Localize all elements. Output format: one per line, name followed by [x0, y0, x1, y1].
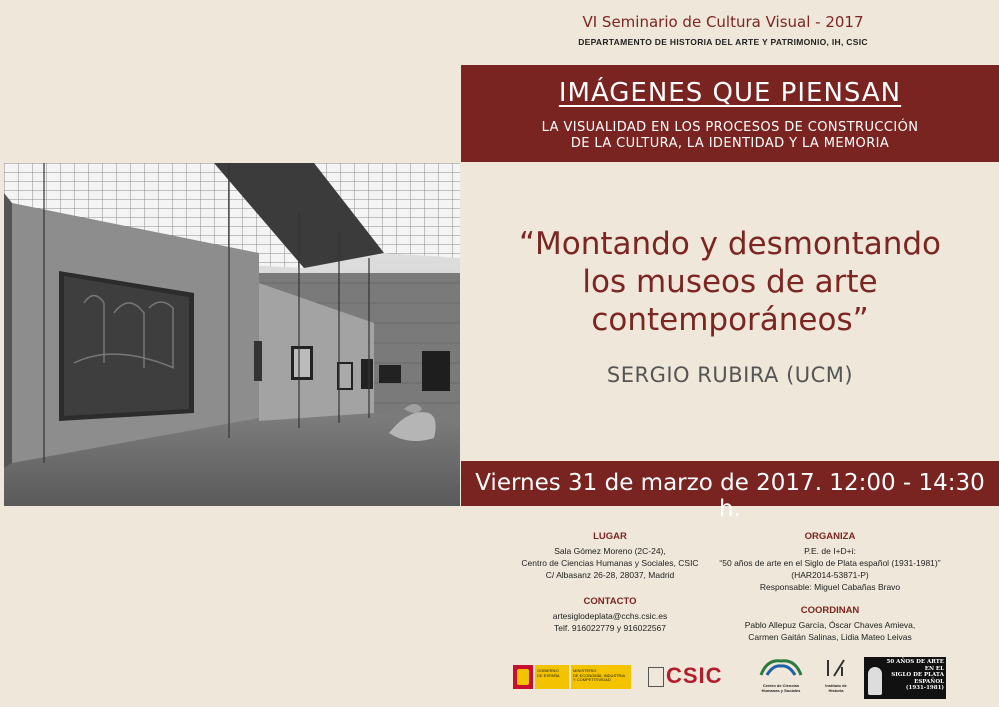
talk-title-line-1: “Montando y desmontando [518, 226, 942, 262]
ih-text-2: Historia [828, 687, 844, 693]
gobierno-bar [535, 665, 569, 689]
organizer-line: P.E. de I+D+i: [804, 546, 856, 556]
gobierno-logo [513, 657, 631, 699]
organizer-heading: ORGANIZA [804, 531, 856, 542]
ih-logo [818, 657, 854, 699]
ministerio-text-3: Y COMPETITIVIDAD [573, 677, 611, 682]
ih-text [818, 684, 854, 693]
fifty-text-3: SIGLO DE PLATA [891, 672, 944, 678]
talk-title [470, 225, 990, 339]
gobierno-text [535, 665, 569, 682]
cchs-logo [757, 657, 805, 699]
fifty-text-4: ESPAÑOL [914, 678, 944, 685]
figure-icon [868, 667, 882, 695]
fifty-text-1: 50 AÑOS DE ARTE [886, 659, 944, 665]
ministerio-bar [571, 665, 631, 689]
location-heading: LUGAR [593, 531, 627, 542]
gobierno-text-1: GOBIERNO [537, 668, 559, 673]
ministerio-text-2: DE ECONOMÍA, INDUSTRIA [573, 672, 626, 678]
location-line: Sala Gómez Moreno (2C-24), [554, 546, 666, 556]
cchs-text-2: Humanas y Sociales [761, 687, 801, 693]
gobierno-text-2: DE ESPAÑA [537, 672, 560, 678]
fifty-years-logo [864, 657, 946, 699]
location-line: Centro de Ciencias Humanas y Sociales, CSIC [521, 558, 699, 568]
coordinators-line: Pablo Allepuz García, Óscar Chaves Amieva, [744, 620, 916, 630]
contact-email[interactable]: artesiglodeplata@cchs.csic.es [552, 611, 668, 621]
museum-photo [4, 163, 460, 506]
coordinators-line: Carmen Gaitán Salinas, Lidia Mateo Leivas [748, 632, 912, 642]
gallery-image [4, 163, 460, 506]
contact-section [500, 596, 720, 634]
talk-title-line-3: contemporáneos” [591, 302, 869, 338]
fifty-text-2: EN EL [924, 665, 944, 672]
title-banner [461, 65, 999, 162]
coat-of-arms-inner [517, 669, 529, 685]
talk-title-line-2: los museos de arte [582, 264, 878, 300]
csic-logo [648, 657, 740, 699]
ih-text-1: Instituto de [825, 683, 847, 688]
cchs-text [757, 684, 805, 693]
ministerio-text [571, 665, 631, 687]
subtitle-line-2: DE LA CULTURA, LA IDENTIDAD Y LA MEMORIA [570, 136, 890, 151]
location-section [500, 531, 720, 581]
location-line: C/ Albasanz 26-28, 28037, Madrid [545, 570, 675, 580]
department-name: DEPARTAMENTO DE HISTORIA DEL ARTE Y PATRIMONIO, IH, CSIC [578, 37, 868, 47]
seminar-title: VI Seminario de Cultura Visual - 2017 [582, 13, 864, 31]
organizer-section [700, 531, 960, 593]
organizer-line: “50 años de arte en el Siglo de Plata español (1931-1981)” [719, 558, 941, 568]
organizer-line: Responsable: Miguel Cabañas Bravo [759, 582, 901, 592]
csic-wordmark: CSIC [666, 663, 723, 688]
fifty-text-5: (1931-1981) [905, 685, 944, 691]
event-date: Viernes 31 de marzo de 2017. 12:00 - 14:30 h. [475, 470, 985, 522]
csic-emblem-icon [648, 667, 664, 687]
subtitle-line-1: LA VISUALIDAD EN LOS PROCESOS DE CONSTRUCCIÓN [541, 120, 919, 135]
contact-heading: CONTACTO [583, 596, 637, 607]
cchs-icon [757, 657, 805, 679]
ih-icon [818, 657, 854, 679]
ministerio-text-1: MINISTERIO [573, 668, 597, 673]
speaker-name: SERGIO RUBIRA (UCM) [606, 363, 854, 387]
event-subtitle [461, 120, 999, 152]
contact-phone: Telf. 916022779 y 916022567 [553, 623, 666, 633]
organizer-line: (HAR2014-53871-P) [791, 570, 869, 580]
date-banner [461, 461, 999, 522]
event-title: IMÁGENES QUE PIENSAN [558, 78, 902, 108]
coordinators-section [700, 605, 960, 643]
cchs-text-1: Centro de Ciencias [762, 683, 800, 688]
coordinators-heading: COORDINAN [800, 605, 860, 616]
